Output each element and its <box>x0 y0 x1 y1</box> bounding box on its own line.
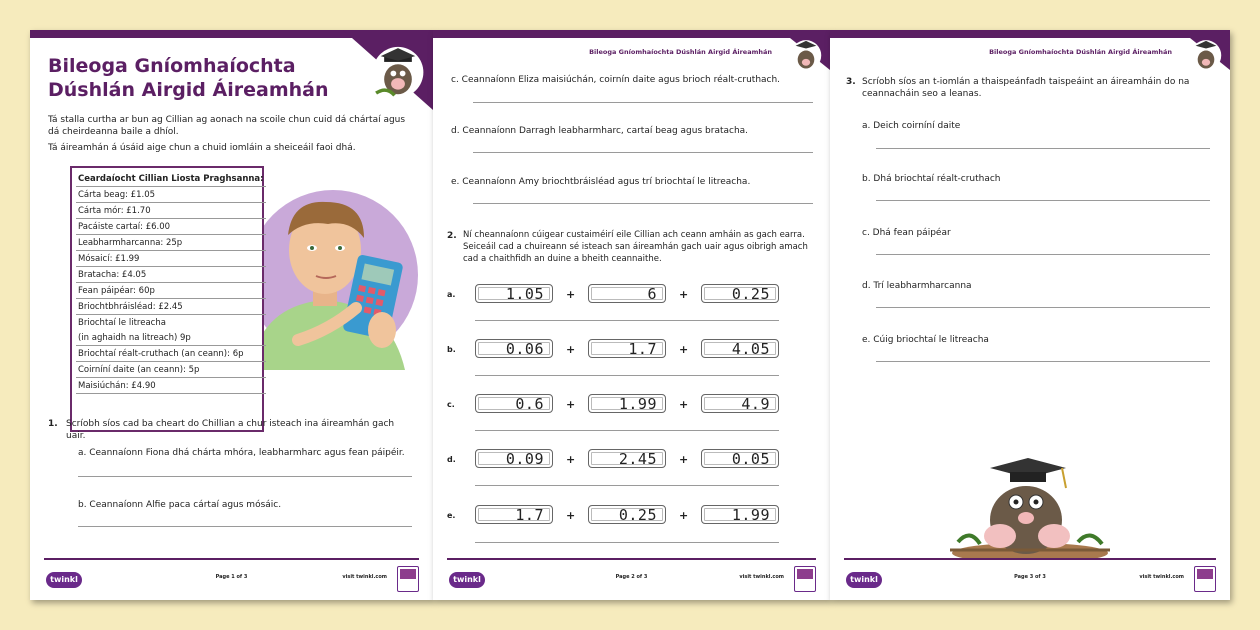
price-item: Fean páipéar: 60p <box>76 283 266 299</box>
answer-line-2d <box>475 485 779 486</box>
footer-line <box>447 558 816 560</box>
answer-line-2a <box>475 320 779 321</box>
price-list-table <box>76 171 266 394</box>
answer-line-2b <box>475 375 779 376</box>
page-title <box>48 54 329 102</box>
mole-mascot-icon <box>788 36 824 72</box>
header-band <box>433 30 830 38</box>
plus-sign: + <box>566 343 576 356</box>
footer-line <box>44 558 419 560</box>
answer-line-1d <box>473 152 813 153</box>
question-1e: e. Ceannaíonn Amy briochtbráisléad agus trí briochtaí le litreacha. <box>451 177 751 187</box>
twinkl-logo: twinkl <box>449 572 485 588</box>
plus-sign: + <box>679 398 689 411</box>
row-label: b. <box>447 345 456 354</box>
worksheet-page-2 <box>433 30 830 600</box>
calculator-display: 0.09 <box>475 449 553 468</box>
row-label: e. <box>447 511 456 520</box>
answer-line-1a <box>78 476 412 477</box>
title-line-2: Dúshlán Airgid Áireamhán <box>48 79 329 101</box>
plus-sign: + <box>566 398 576 411</box>
question-2-text: Ní cheannaíonn cúigear custaiméirí eile Cillian ach ceann amháin as gach earra. Seiceáil cad a chuireann sé isteach san áireamhán gach uair agus oibrigh amach cad a chaithfidh an duine a bheith ceannaithe. <box>463 230 808 264</box>
price-item: Cárta mór: £1.70 <box>76 203 266 219</box>
page-number: Page 1 of 3 <box>215 574 248 580</box>
quality-badge-icon <box>794 566 816 592</box>
page-header-title: Bileoga Gníomhaíochta Dúshlán Airgid Áireamhán <box>989 48 1172 56</box>
answer-line-3e <box>876 361 1210 362</box>
calculator-display: 0.25 <box>701 284 779 303</box>
question-1d: d. Ceannaíonn Darragh leabharmharc, cartaí beag agus bratacha. <box>451 126 749 136</box>
row-label: c. <box>447 400 455 409</box>
answer-line-3b <box>876 200 1210 201</box>
answer-line-3d <box>876 307 1210 308</box>
price-item: Leabharmharcanna: 25p <box>76 235 266 251</box>
calculator-display: 0.06 <box>475 339 553 358</box>
page-number: Page 2 of 3 <box>615 574 648 580</box>
calculator-display: 0.05 <box>701 449 779 468</box>
price-item: Maisiúchán: £4.90 <box>76 378 266 394</box>
row-label: a. <box>447 290 456 299</box>
footer-line <box>844 558 1216 560</box>
quality-badge-icon <box>397 566 419 592</box>
answer-line-1e <box>473 203 813 204</box>
calculator-display: 0.6 <box>475 394 553 413</box>
question-1c: c. Ceannaíonn Eliza maisiúchán, coirnín daite agus brioch réalt-cruthach. <box>451 75 781 85</box>
page-footer <box>433 558 830 600</box>
intro-paragraph-2: Tá áireamhán á úsáid aige chun a chuid iomláin a sheiceáil faoi dhá. <box>48 143 356 153</box>
answer-line-3a <box>876 148 1210 149</box>
page-header-title: Bileoga Gníomhaíochta Dúshlán Airgid Áireamhán <box>589 48 772 56</box>
price-item: Bratacha: £4.05 <box>76 267 266 283</box>
calculator-display: 1.05 <box>475 284 553 303</box>
question-3b: b. Dhá briochtaí réalt-cruthach <box>862 174 1001 184</box>
question-3c: c. Dhá fean páipéar <box>862 228 951 238</box>
plus-sign: + <box>679 343 689 356</box>
price-item: Pacáiste cartaí: £6.00 <box>76 219 266 235</box>
mole-with-graduation-cap-illustration <box>950 458 1110 558</box>
calculator-display: 2.45 <box>588 449 666 468</box>
question-3d: d. Trí leabharmharcanna <box>862 281 972 291</box>
question-3e: e. Cúig briochtaí le litreacha <box>862 335 989 345</box>
answer-line-3c <box>876 254 1210 255</box>
worksheet-page-1 <box>30 30 433 600</box>
row-label: d. <box>447 455 456 464</box>
answer-line-2e <box>475 542 779 543</box>
answer-line-1c <box>473 102 813 103</box>
plus-sign: + <box>566 288 576 301</box>
calculator-display: 6 <box>588 284 666 303</box>
question-3-text: Scríobh síos an t-iomlán a thaispeánfadh taispeáint an áireamháin do na ceannacháin seo a leanas. <box>862 77 1190 99</box>
price-item: Briochtaí le litreacha <box>78 317 166 328</box>
title-line-1: Bileoga Gníomhaíochta <box>48 55 296 77</box>
calculator-display: 4.9 <box>701 394 779 413</box>
plus-sign: + <box>566 509 576 522</box>
calculator-display: 1.7 <box>588 339 666 358</box>
answer-line-2c <box>475 430 779 431</box>
page-footer <box>830 558 1230 600</box>
intro-paragraph-1: Tá stalla curtha ar bun ag Cillian ag aonach na scoile chun cuid dá chártaí agus dá cheirdeanna baile a dhíol. <box>48 115 406 137</box>
question-1a: a. Ceannaíonn Fiona dhá chárta mhóra, leabharmharc agus fean páipéir. <box>78 448 405 458</box>
answer-line-1b <box>78 526 412 527</box>
plus-sign: + <box>679 288 689 301</box>
question-3a: a. Deich coirníní daite <box>862 121 961 131</box>
page-footer <box>30 558 433 600</box>
plus-sign: + <box>566 453 576 466</box>
quality-badge-icon <box>1194 566 1216 592</box>
calculator-display: 1.99 <box>701 505 779 524</box>
price-item: Mósaicí: £1.99 <box>76 251 266 267</box>
twinkl-logo: twinkl <box>46 572 82 588</box>
calculator-display: 1.7 <box>475 505 553 524</box>
visit-link[interactable]: visit twinkl.com <box>1139 574 1184 580</box>
mole-mascot-icon <box>1188 36 1224 72</box>
calculator-display: 0.25 <box>588 505 666 524</box>
question-3-number: 3. <box>846 77 856 87</box>
visit-link[interactable]: visit twinkl.com <box>342 574 387 580</box>
price-item: Cárta beag: £1.05 <box>76 187 266 203</box>
question-1b: b. Ceannaíonn Alfie paca cártaí agus mósáic. <box>78 500 282 510</box>
page-number: Page 3 of 3 <box>1014 574 1046 580</box>
plus-sign: + <box>679 453 689 466</box>
question-2-number: 2. <box>447 231 457 241</box>
worksheet-page-3 <box>830 30 1230 600</box>
mole-mascot-icon <box>369 40 427 100</box>
price-item: Coirníní daite (an ceann): 5p <box>76 362 266 378</box>
question-1-text: Scríobh síos cad ba cheart do Chillian a chur isteach ina áireamhán gach uair. <box>66 419 395 441</box>
twinkl-logo: twinkl <box>846 572 882 588</box>
plus-sign: + <box>679 509 689 522</box>
calculator-display: 4.05 <box>701 339 779 358</box>
question-1-number: 1. <box>48 419 58 429</box>
calculator-display: 1.99 <box>588 394 666 413</box>
price-item: (in aghaidh na litreach) 9p <box>76 330 266 346</box>
price-item: Briochtaí réalt-cruthach (an ceann): 6p <box>76 346 266 362</box>
price-item: Briochtbhráisléad: £2.45 <box>76 299 266 315</box>
price-list-title: Ceardaíocht Cillian Liosta Praghsanna: <box>76 171 266 187</box>
visit-link[interactable]: visit twinkl.com <box>739 574 784 580</box>
header-band <box>830 30 1230 38</box>
